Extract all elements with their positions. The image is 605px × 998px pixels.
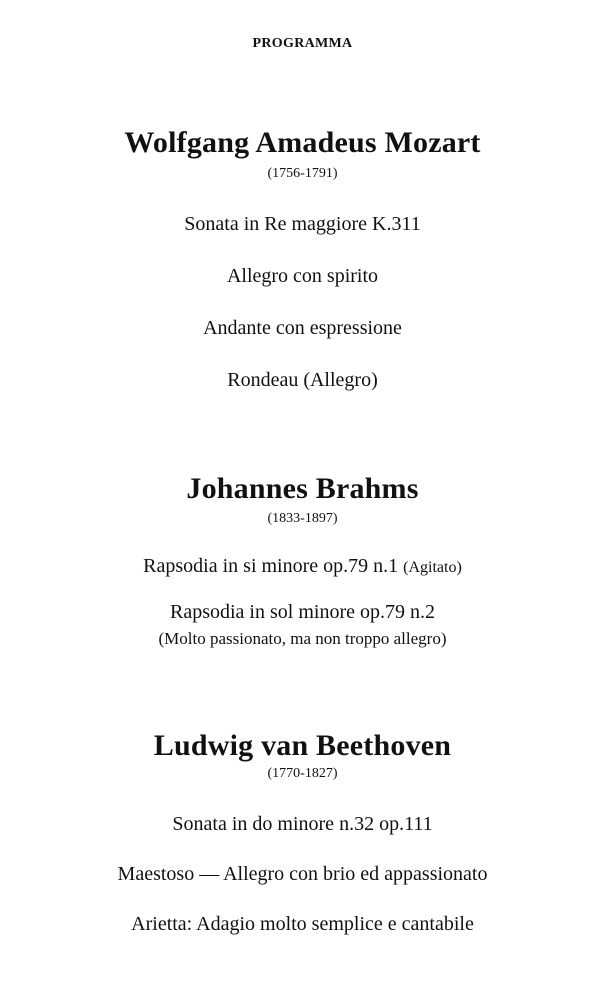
program-line: Sonata in do minore n.32 op.111	[172, 813, 433, 835]
composer-name-beethoven: Ludwig van Beethoven	[153, 729, 452, 762]
program-line: Rapsodia in sol minore op.79 n.2	[170, 601, 435, 623]
page-heading: PROGRAMMA	[252, 36, 353, 51]
composer-dates-beethoven: (1770-1827)	[267, 766, 338, 781]
program-line: Rondeau (Allegro)	[227, 369, 378, 391]
composer-name-brahms: Johannes Brahms	[186, 472, 419, 505]
program-line: Sonata in Re maggiore K.311	[184, 213, 421, 235]
program-line: Allegro con spirito	[226, 265, 379, 287]
piece-tempo: (Molto passionato, ma non troppo allegro)	[158, 629, 447, 648]
program-line: Maestoso — Allegro con brio ed appassionato	[117, 863, 488, 885]
program-line	[0, 554, 605, 580]
composer-dates-mozart: (1756-1791)	[267, 166, 338, 181]
piece-tempo: (Agitato)	[403, 559, 462, 576]
piece-title: Rapsodia in si minore op.79 n.1	[143, 555, 399, 577]
program-line: Andante con espressione	[203, 317, 402, 339]
composer-dates-brahms: (1833-1897)	[267, 511, 338, 526]
composer-name-mozart: Wolfgang Amadeus Mozart	[124, 126, 481, 159]
program-line: Arietta: Adagio molto semplice e cantabile	[131, 913, 474, 935]
